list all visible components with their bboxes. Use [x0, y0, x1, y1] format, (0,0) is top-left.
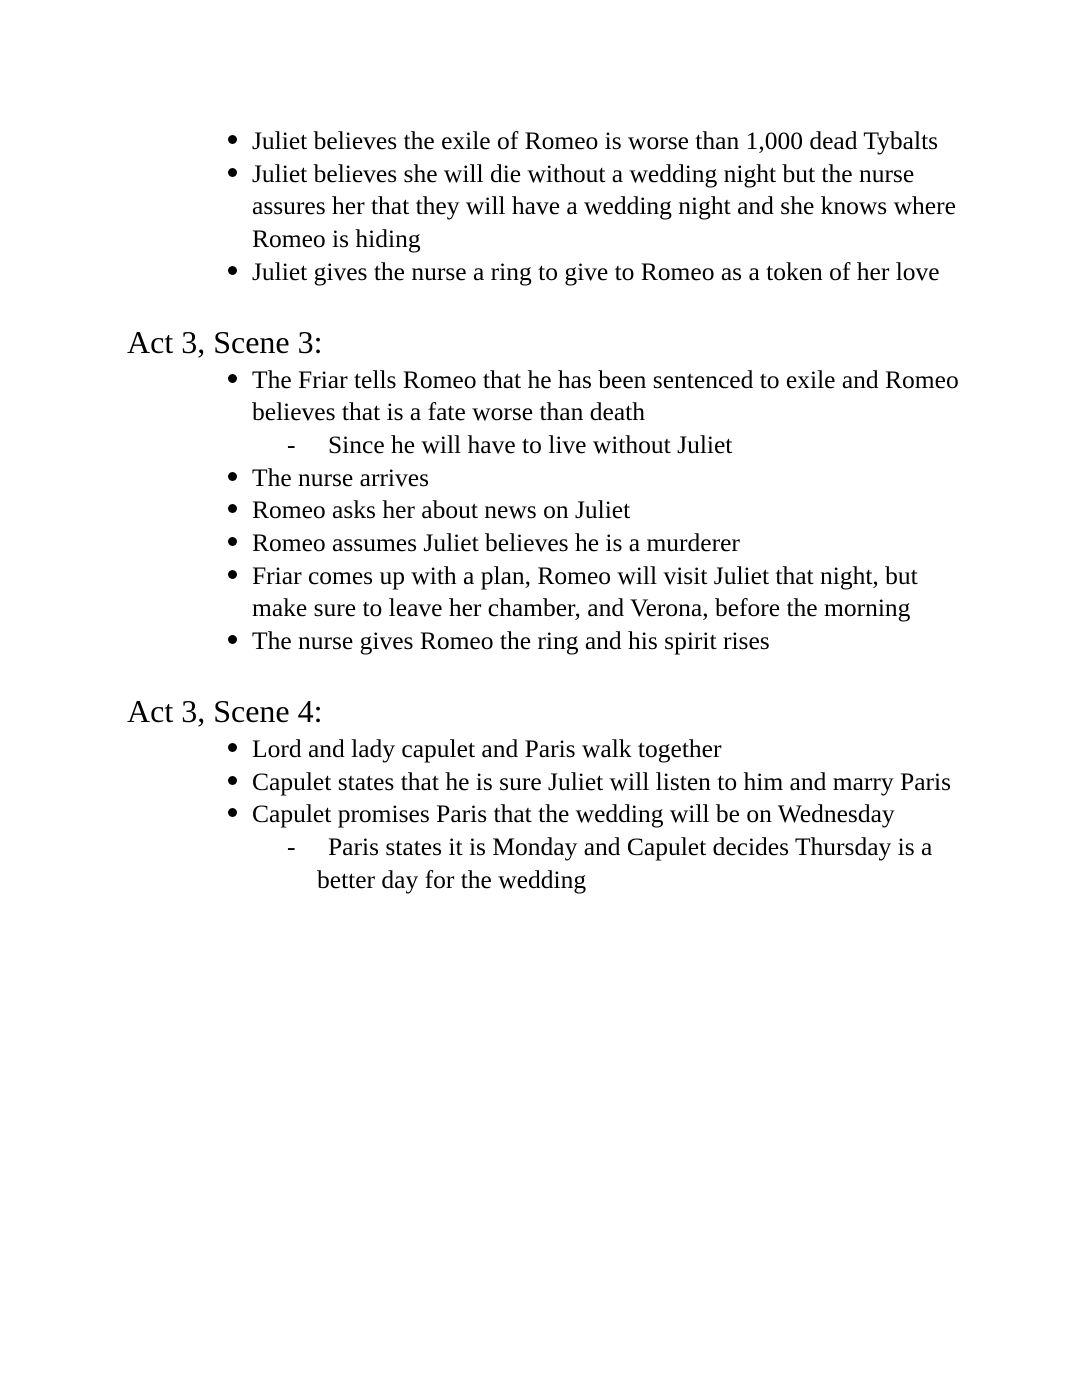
bullet-dot — [228, 266, 237, 275]
bullet-icon — [228, 733, 252, 766]
list-item-text: The nurse arrives — [252, 462, 430, 492]
list-item — [127, 560, 969, 625]
section-heading: Act 3, Scene 3: — [127, 323, 323, 360]
list-item-text: Romeo asks her about news on Juliet — [252, 495, 631, 525]
bullet-icon — [228, 560, 252, 593]
bullet-dot — [228, 504, 237, 513]
bullet-icon — [228, 158, 252, 191]
bullet-dot — [228, 135, 237, 144]
bullet-dot — [228, 808, 237, 817]
list-item-text: Juliet believes the exile of Romeo is worse than 1,000 dead Tybalts — [252, 126, 939, 155]
list-item-text: Juliet believes she will die without a wedding night but the nurse assures her that they will have a wedding night and she knows where Romeo is hiding — [252, 158, 956, 254]
bullet-dot — [228, 743, 237, 752]
list-item-text: The Friar tells Romeo that he has been sentenced to exile and Romeo believes that is a fate worse than death — [252, 364, 959, 427]
list-item-text: Paris states it is Monday and Capulet decides Thursday is a better day for the wedding — [317, 831, 933, 894]
list-item — [127, 462, 969, 495]
section-heading: Act 3, Scene 4: — [127, 692, 323, 729]
list-item — [127, 733, 969, 766]
bullet-dot — [228, 776, 237, 785]
dash-icon: - — [287, 831, 296, 861]
bullet-dot — [228, 472, 237, 481]
list-item — [127, 494, 969, 527]
doc-section — [127, 322, 969, 658]
list-item-text: The nurse gives Romeo the ring and his spirit rises — [252, 626, 770, 656]
bullet-icon — [228, 462, 252, 495]
list-item-text: Juliet gives the nurse a ring to give to Romeo as a token of her love — [252, 256, 940, 286]
list-item — [127, 125, 969, 158]
list-item — [127, 831, 969, 896]
list-item — [127, 158, 969, 256]
list-item-text: Since he will have to live without Juliet — [328, 429, 733, 459]
list-item — [127, 429, 969, 462]
bullet-dot — [228, 374, 237, 383]
list-item-text: Friar comes up with a plan, Romeo will visit Juliet that night, but make sure to leave her chamber, and Verona, before the morning — [252, 560, 918, 623]
list-item — [127, 256, 969, 289]
list-item-text: Romeo assumes Juliet believes he is a murderer — [252, 528, 740, 558]
list-item — [127, 798, 969, 831]
list-item — [127, 766, 969, 799]
dash-icon: - — [287, 429, 296, 459]
bullet-dot — [228, 635, 237, 644]
bullet-icon — [228, 798, 252, 831]
list-item — [127, 364, 969, 429]
document-content — [127, 125, 969, 896]
doc-section — [127, 691, 969, 897]
bullet-icon — [228, 364, 252, 397]
bullet-icon — [228, 766, 252, 799]
bullet-dot — [228, 537, 237, 546]
bullet-icon — [228, 625, 252, 658]
bullet-dot — [228, 168, 237, 177]
bullet-icon — [228, 125, 252, 158]
bullet-icon — [228, 527, 252, 560]
list-item-text: Capulet promises Paris that the wedding will be on Wednesday — [252, 799, 895, 829]
list-item-text: Lord and lady capulet and Paris walk together — [252, 733, 722, 763]
bullet-icon — [228, 494, 252, 527]
list-item-text: Capulet states that he is sure Juliet will listen to him and marry Paris — [252, 766, 952, 796]
bullet-dot — [228, 570, 237, 579]
list-item — [127, 527, 969, 560]
bullet-icon — [228, 256, 252, 289]
list-item — [127, 625, 969, 658]
doc-section — [127, 125, 969, 289]
